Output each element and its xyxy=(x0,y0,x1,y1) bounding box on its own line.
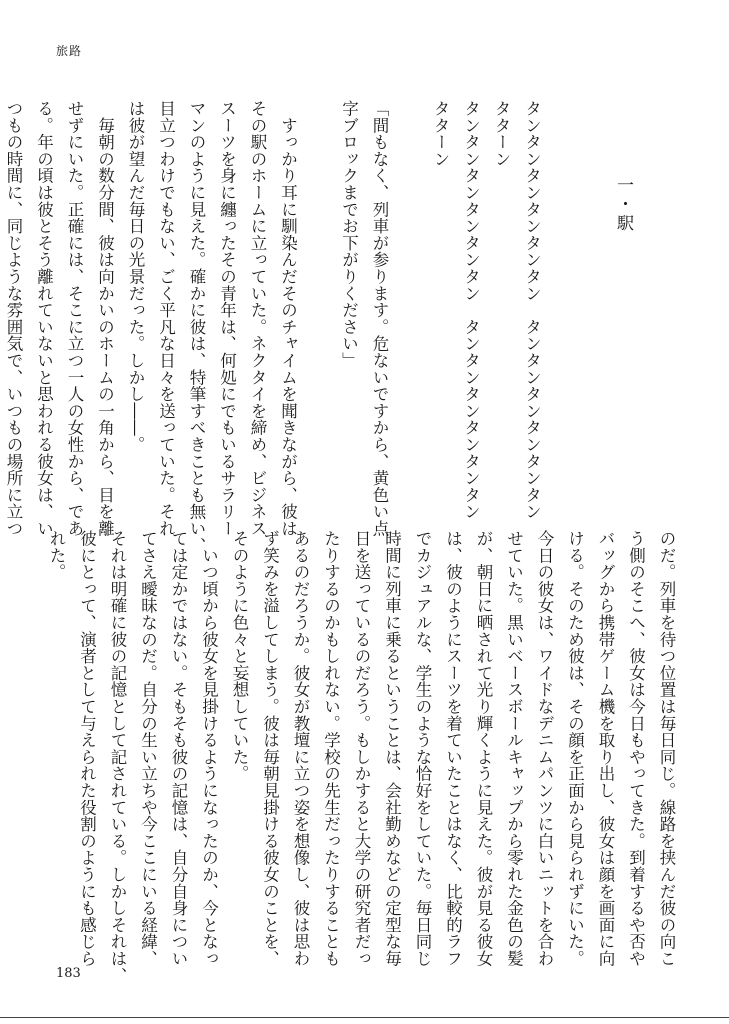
text-line: そのように色々と妄想していた。 xyxy=(230,530,249,782)
text-line: つもの時間に、同じような雰囲気で、いつもの場所に立つ xyxy=(4,100,23,537)
text-line: あるのだろうか。彼女が教壇に立つ姿を想像し、彼は思わ xyxy=(291,530,310,967)
text-line: は、彼のようにスーツを着ていたことはなく、比較的ラフ xyxy=(443,530,463,967)
text-line: タンタンタンタンタンタン タンタンタンタンタンタン xyxy=(461,100,481,520)
text-line: タターン xyxy=(431,100,450,168)
text-line: 今日の彼女は、ワイドなデニムパンツに白いニットを合わ xyxy=(535,530,554,967)
text-line: てさえ曖昧なのだ。自分の生い立ちや今ここにいる経緯、 xyxy=(138,530,158,967)
text-line: う側のそこへ、彼女は今日もやってきた。到着するや否や xyxy=(626,530,646,967)
text-line: 毎朝の数分間、彼は向かいのホームの一角から、目を離 xyxy=(95,100,115,537)
text-line: タンタンタンタンタンタン タンタンタンタンタンタン xyxy=(522,100,542,520)
upper-text-block xyxy=(0,100,699,554)
text-line xyxy=(303,100,334,520)
text-line: スーツを身に纏ったその青年は、何処にでもいるサラリー xyxy=(217,100,237,537)
text-line xyxy=(547,100,578,520)
text-line: 「間もなく、列車が参ります。危ないですから、黄色い点 xyxy=(370,100,389,537)
text-line: 目立つわけでもない、ごく平凡な日々を送っていた。それ xyxy=(156,100,176,537)
text-line: ける。そのため彼は、その顔を正面から見られずにいた。 xyxy=(565,530,585,967)
text-line: すっかり耳に馴染んだそのチャイムを聞きながら、彼は xyxy=(278,100,298,537)
text-line: でカジュアルな、学生のような恰好をしていた。毎日同じ xyxy=(413,530,432,967)
page-number: 183 xyxy=(56,966,81,981)
text-line: それは明確に彼の記憶として記されている。しかしそれは、 xyxy=(108,530,127,984)
text-line: ては定かではない。そもそも彼の記憶は、自分自身につい xyxy=(169,530,188,967)
text-line: が、朝日に晒されて光り輝くように見えた。彼が見る彼女 xyxy=(474,530,493,967)
running-header: 旅路 xyxy=(56,44,83,58)
text-line: いつ頃から彼女を見掛けるようになったのか、今となっ xyxy=(199,530,219,967)
text-line: は彼が望んだ毎日の光景だった。しかし――。 xyxy=(126,100,145,453)
text-line xyxy=(577,100,608,520)
text-line xyxy=(669,100,700,520)
text-line: 日を送っているのだろう。もしかすると大学の研究者だっ xyxy=(352,530,371,967)
text-line: れた。 xyxy=(47,530,66,581)
text-line: たりするのかもしれない。学校の先生だったりすることも xyxy=(321,530,341,967)
text-line: せずにいた。正確には、そこに立つ一人の女性から、であ xyxy=(65,100,84,537)
text-line xyxy=(394,100,425,520)
text-line: 彼にとって、演者として与えられた役割のようにも感じら xyxy=(77,530,97,967)
text-line: せていた。黒いベースボールキャップから零れた金色の髪 xyxy=(504,530,524,967)
text-line: ず笑みを溢してしまう。彼は毎朝見掛ける彼女のことを、 xyxy=(260,530,280,967)
text-line: 字ブロックまでお下がりください」 xyxy=(339,100,359,369)
text-line: のだ。列車を待つ位置は毎日同じ。線路を挟んだ彼の向こ xyxy=(657,530,676,967)
text-line: その駅のホームに立っていた。ネクタイを締め、ビジネス xyxy=(248,100,267,537)
text-line: 時間に列車に乗るということは、会社勤めなどの定型な毎 xyxy=(382,530,402,967)
text-line: マンのように見えた。確かに彼は、特筆すべきことも無い、 xyxy=(187,100,206,554)
text-line: タターン xyxy=(492,100,511,168)
text-line: バッグから携帯ゲーム機を取り出し、彼女は顔を画面に向 xyxy=(596,530,615,967)
bottom-border xyxy=(0,1017,729,1018)
text-line xyxy=(638,100,669,520)
chapter-heading: 一・駅 xyxy=(613,100,633,233)
text-line: る。年の頃は彼とそう離れていないと思われる彼女は、い xyxy=(34,100,54,537)
